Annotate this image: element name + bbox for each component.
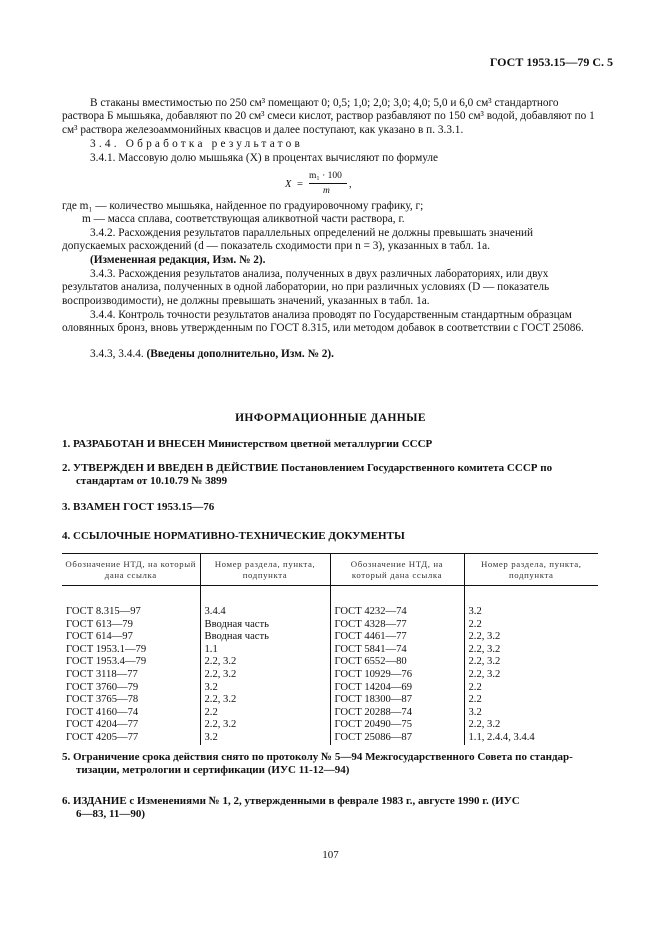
page-header: ГОСТ 1953.15—79 С. 5 xyxy=(489,55,613,69)
amendment-added-text: (Введены дополнительно, Изм. № 2). xyxy=(146,348,334,360)
table-cell: ГОСТ 18300—87 xyxy=(330,694,464,707)
info-item-6 xyxy=(62,795,602,822)
table-cell: ГОСТ 4160—74 xyxy=(66,706,139,718)
table-cell: 2.2 xyxy=(200,707,330,720)
info-item-3: 3. ВЗАМЕН ГОСТ 1953.15—76 xyxy=(62,501,215,513)
header-designation-right: Обозначение НТД, на который дана ссылка xyxy=(330,554,464,586)
table-cell: 2.2 xyxy=(464,619,598,632)
table-cell: 3.2 xyxy=(464,707,598,720)
info-item-1: 1. РАЗРАБОТАН И ВНЕСЕН Министерством цветной металлургии СССР xyxy=(62,438,433,450)
table-cell: 3.4.4 xyxy=(200,606,330,619)
header-section-right: Номер раздела, пункта, подпункта xyxy=(464,554,598,586)
table-cell: 2.2, 3.2 xyxy=(464,656,598,669)
formula-numerator: m₁ · 100 xyxy=(309,171,342,181)
table-cell: ГОСТ 8.315—97 xyxy=(66,606,141,617)
table-cell: ГОСТ 20288—74 xyxy=(330,707,464,720)
table-row xyxy=(62,669,598,682)
info-item-2-line1: 2. УТВЕРЖДЕН И ВВЕДЕН В ДЕЙСТВИЕ Постановлением Государственного комитета СССР по xyxy=(62,462,553,474)
table-row xyxy=(62,606,598,619)
table-row xyxy=(62,694,598,707)
table-row xyxy=(62,656,598,669)
table-row xyxy=(62,707,598,720)
table-row xyxy=(62,631,598,644)
table-cell: 3.2 xyxy=(200,682,330,695)
table-cell: 2.2, 3.2 xyxy=(200,669,330,682)
table-cell: ГОСТ 4232—74 xyxy=(330,606,464,619)
table-cell: 2.2 xyxy=(464,694,598,707)
table-cell: ГОСТ 3765—78 xyxy=(66,694,139,706)
table-row xyxy=(62,682,598,695)
header-section-left: Номер раздела, пункта, подпункта xyxy=(200,554,330,586)
table-cell: ГОСТ 4461—77 xyxy=(330,631,464,644)
formula-equals: = xyxy=(297,179,303,190)
table-cell: ГОСТ 6552—80 xyxy=(330,656,464,669)
section-3-4-3: 3.4.3. Расхождения результатов анализа, полученных в двух различных лабораториях, или двух результатов анализа, полученных в одной лаборатории, но при различных условиях (D — показатель воспроизводимости), не должны превышать значений, указанных в табл. 1а. xyxy=(62,268,550,307)
table-cell: ГОСТ 25086—87 xyxy=(330,732,464,745)
table-cell: ГОСТ 614—97 xyxy=(66,631,133,643)
table-cell: 2.2, 3.2 xyxy=(464,719,598,732)
formula-lhs: X xyxy=(285,179,292,190)
table-row xyxy=(62,732,598,745)
formula-comma: , xyxy=(349,179,352,190)
formula-where-m1: где m₁ — количество мышьяка, найденное по градуировочному графику, г; xyxy=(62,200,424,212)
amendment-note-added xyxy=(62,348,599,361)
table-cell: ГОСТ 4205—77 xyxy=(66,731,139,743)
table-cell: ГОСТ 5841—74 xyxy=(330,644,464,657)
table-cell: 2.2, 3.2 xyxy=(200,719,330,732)
table-cell: 2.2, 3.2 xyxy=(200,656,330,669)
formula-where-m: m — масса сплава, соответствующая аликвотной части раствора, г. xyxy=(82,213,405,225)
table-cell: 3.2 xyxy=(464,606,598,619)
info-item-6-line2: 6—83, 11—90) xyxy=(76,808,146,821)
table-cell: Вводная часть xyxy=(200,619,330,632)
table-cell: ГОСТ 1953.4—79 xyxy=(66,656,147,668)
section-3-4-1: 3.4.1. Массовую долю мышьяка (X) в процентах вычисляют по формуле xyxy=(90,152,439,164)
section-3-4-heading: 3.4. Обработка результатов xyxy=(90,138,303,150)
table-cell: ГОСТ 4328—77 xyxy=(330,619,464,632)
paragraph-calibration: В стаканы вместимостью по 250 см³ помещают 0; 0,5; 1,0; 2,0; 3,0; 4,0; 5,0 и 6,0 см³ стандартного раствора Б мышьяка, добавляют по 20 см³ смеси кислот, раствор разбавляют по 150 см³ водой, добавляют по 1 см³ раствора железоаммонийных квасцов и далее поступают, как указано в п. 3.3.1. xyxy=(62,97,595,136)
table-cell: ГОСТ 10929—76 xyxy=(330,669,464,682)
fraction-bar xyxy=(309,183,347,184)
page-number: 107 xyxy=(322,849,339,861)
info-item-5-line2: тизации, метрологии и сертификации (ИУС 11-12—94) xyxy=(76,764,350,777)
table-cell: ГОСТ 1953.1—79 xyxy=(66,643,147,655)
table-row xyxy=(62,619,598,632)
table-cell: ГОСТ 613—79 xyxy=(66,618,133,630)
table-cell: 2.2 xyxy=(464,682,598,695)
table-cell: ГОСТ 3760—79 xyxy=(66,681,139,693)
table-cell: ГОСТ 20490—75 xyxy=(330,719,464,732)
table-cell: Вводная часть xyxy=(200,631,330,644)
table-cell: 3.2 xyxy=(200,732,330,745)
section-3-4-4: 3.4.4. Контроль точности результатов анализа проводят по Государственным стандартным образцам оловянных бронз, вновь утвержденным по ГОСТ 8.315, или методом добавок в соответствии с ГОСТ 25086. xyxy=(62,309,584,335)
formula xyxy=(285,172,395,198)
table-header-row xyxy=(62,554,598,586)
header-designation-left: Обозначение НТД, на который дана ссылка xyxy=(62,554,200,586)
info-item-2 xyxy=(62,462,602,489)
info-item-4: 4. ССЫЛОЧНЫЕ НОРМАТИВНО-ТЕХНИЧЕСКИЕ ДОКУМЕНТЫ xyxy=(62,530,405,542)
table-cell: 1.1, 2.4.4, 3.4.4 xyxy=(464,732,598,745)
info-item-5-line1: 5. Ограничение срока действия снято по протоколу № 5—94 Межгосударственного Совета по стандар- xyxy=(62,751,573,763)
table-cell: ГОСТ 3118—77 xyxy=(66,668,138,680)
info-item-5 xyxy=(62,751,602,778)
formula-denominator: m xyxy=(323,186,330,196)
table-cell: ГОСТ 14204—69 xyxy=(330,682,464,695)
table-row xyxy=(62,719,598,732)
amendment-added-prefix: 3.4.3, 3.4.4. xyxy=(90,348,144,360)
amendment-note-changed: (Измененная редакция, Изм. № 2). xyxy=(90,254,266,266)
info-item-6-line1: 6. ИЗДАНИЕ с Изменениями № 1, 2, утвержденными в феврале 1983 г., августе 1990 г. (ИУС xyxy=(62,795,520,807)
table-cell: 2.2, 3.2 xyxy=(464,631,598,644)
table-cell: ГОСТ 4204—77 xyxy=(66,719,139,731)
info-title: ИНФОРМАЦИОННЫЕ ДАННЫЕ xyxy=(235,412,426,424)
table-cell: 2.2, 3.2 xyxy=(200,694,330,707)
info-item-2-line2: стандартам от 10.10.79 № 3899 xyxy=(76,475,228,488)
table-cell: 2.2, 3.2 xyxy=(464,644,598,657)
table-cell: 1.1 xyxy=(200,644,330,657)
table-row xyxy=(62,644,598,657)
table-cell: 2.2, 3.2 xyxy=(464,669,598,682)
reference-table xyxy=(62,553,598,745)
section-3-4-2: 3.4.2. Расхождения результатов параллельных определений не должны превышать значений допускаемых расхождений (d — показатель сходимости при n = 3), указанных в табл. 1а. xyxy=(62,227,534,253)
